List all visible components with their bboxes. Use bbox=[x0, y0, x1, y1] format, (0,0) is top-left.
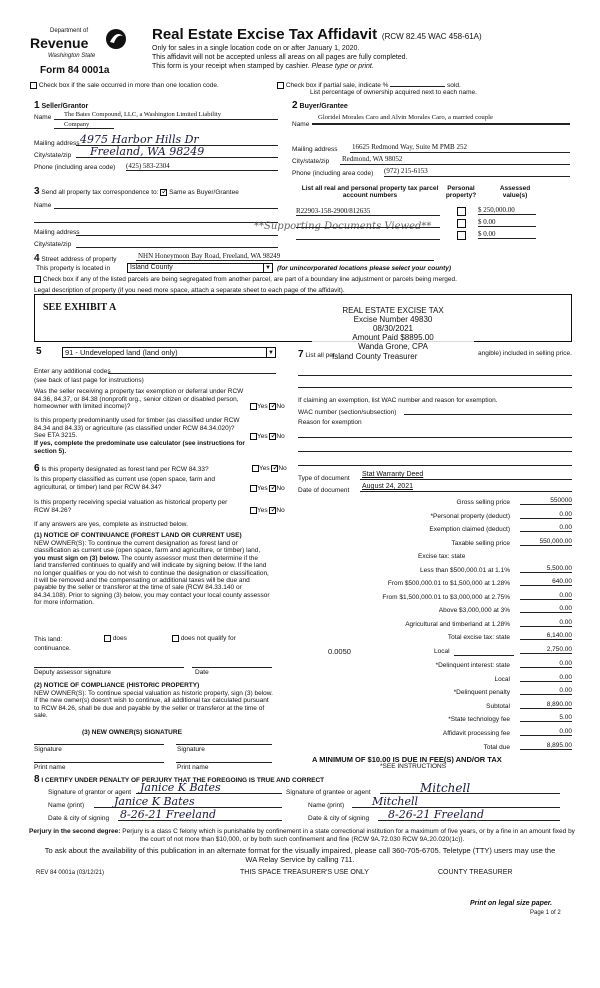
land-use-select[interactable] bbox=[62, 347, 276, 358]
legal-paper-note: Print on legal size paper. bbox=[470, 900, 553, 907]
tax2-value: 0.00 bbox=[520, 687, 572, 695]
buyer-phone-value: (972) 215-6153 bbox=[384, 167, 428, 175]
header-line3 bbox=[152, 63, 374, 70]
grantee-date-value: 8-26-21 Freeland bbox=[388, 808, 485, 821]
doc-date-label: Date of document bbox=[298, 487, 350, 494]
seller-heading bbox=[34, 100, 88, 111]
doc-date-field[interactable] bbox=[360, 483, 572, 492]
grantee-date-label: Date & city of signing bbox=[308, 815, 370, 822]
addl-codes-field[interactable] bbox=[108, 366, 276, 374]
personal-prop-field-2[interactable] bbox=[298, 380, 572, 388]
tax2-label: *Delinquent penalty bbox=[453, 689, 510, 697]
owner-print-field-2[interactable] bbox=[176, 755, 272, 763]
grantee-name-value: Mitchell bbox=[372, 795, 418, 808]
notice1-head: (1) NOTICE OF CONTINUANCE (FOREST LAND OR CURRENT USE) bbox=[34, 532, 242, 539]
segregated-label: Check box if any of the listed parcels are being segregated from another parcel, are part of a boundary line adjustment or parcels being merged. bbox=[42, 276, 457, 284]
tax-row bbox=[296, 524, 572, 538]
stamp-line6: Island County Treasurer bbox=[332, 352, 418, 361]
seller-phone-label: Phone (including area code) bbox=[34, 164, 116, 171]
buyer-mail-label: Mailing address bbox=[292, 146, 338, 153]
section3-mail-label: Mailing address bbox=[34, 229, 80, 236]
parcel-value: R22903-158-2900/812635 bbox=[296, 207, 371, 215]
land-does-label: does bbox=[112, 635, 127, 643]
tax-value: 550000 bbox=[520, 497, 572, 505]
notice2-body: NEW OWNER(S): To continue special valuation as historic property, sign (3) below. If the new owner(s) doesn't wish to continue, all additional tax calculated pursuant to RCW 84.26, shall be due and payable by the seller or transferor at the time of sale. bbox=[34, 690, 273, 720]
multi-location-check[interactable] bbox=[30, 82, 219, 89]
tax-label: Less than $500,000.01 at 1.1% bbox=[420, 566, 510, 574]
tax2-value: 5.00 bbox=[520, 714, 572, 722]
county-treasurer: COUNTY TREASURER bbox=[438, 869, 513, 876]
tax-local-row bbox=[296, 646, 572, 658]
exemption-question: Was the seller receiving a property tax exemption or deferral under RCW 84.36, 84.37, or 84.38 (nonprofit org., senior citizen or disabled person, homeowner with limited income)? bbox=[34, 388, 244, 410]
grantor-date-value: 8-26-21 Freeland bbox=[120, 808, 217, 821]
section3-name-line2 bbox=[34, 214, 278, 223]
supporting-docs-note: **Supporting Documents Viewed** bbox=[254, 221, 432, 232]
seller-city-label: City/state/zip bbox=[34, 152, 72, 159]
current-use-question: Is this property classified as current use (open space, farm and agricultural, or timber) land per RCW 84.34? bbox=[34, 476, 216, 491]
forest-no-checkbox[interactable] bbox=[271, 465, 278, 472]
notice1-a: NEW OWNER(S): To continue the current designation as forest land or classification as current use (open space, farm and agriculture, or timber) land, bbox=[34, 540, 261, 555]
doc-type-value: Stat Warranty Deed bbox=[362, 471, 424, 478]
assessed-field-2[interactable] bbox=[478, 218, 536, 227]
owner-sig-label-2: Signature bbox=[177, 746, 205, 753]
land-use-value: 91 - Undeveloped land (land only) bbox=[65, 348, 178, 357]
tax-label: *Personal property (deduct) bbox=[430, 512, 510, 520]
stamp-line2: Excise Number 49830 bbox=[353, 315, 433, 324]
owner-sig-field-2[interactable] bbox=[176, 737, 272, 745]
tax2-value: 8,890.00 bbox=[520, 701, 572, 709]
section3-name-label: Name bbox=[34, 202, 52, 209]
seller-mail-label: Mailing address bbox=[34, 140, 80, 147]
stamp-line4: Amount Paid $8895.00 bbox=[352, 333, 434, 342]
timber-question: Is this property predominantly used for timber (as classified under RCW 84.34 and 84.33) or agriculture (as classified under RCW 84.34.020)? See ETA 3215. bbox=[34, 417, 240, 439]
tax2-row bbox=[296, 714, 572, 728]
assessed-value-1: $ 250,000.00 bbox=[478, 206, 515, 214]
tax-value: 6,140.00 bbox=[520, 632, 572, 640]
buyer-city-label: City/state/zip bbox=[292, 158, 330, 165]
grantor-sig-field[interactable] bbox=[136, 781, 282, 794]
reason-field-2[interactable] bbox=[298, 444, 572, 452]
tax-label: From $1,500,000.01 to $3,000,000 at 2.75% bbox=[382, 593, 510, 601]
grantee-name-label: Name (print) bbox=[308, 802, 345, 809]
historic-yes-label: Yes bbox=[257, 507, 268, 515]
tax-row bbox=[296, 565, 572, 579]
grantor-name-label: Name (print) bbox=[48, 802, 85, 809]
forest-yes-label: Yes bbox=[259, 465, 270, 473]
exhibit-text: SEE EXHIBIT A bbox=[43, 302, 117, 313]
tax2-row bbox=[296, 742, 572, 756]
section3-city-field[interactable] bbox=[76, 238, 278, 248]
section7-num: 7 bbox=[298, 349, 304, 360]
owner-print-field-1[interactable] bbox=[34, 755, 164, 763]
forest-question-text: Is this property designated as forest land per RCW 84.33? bbox=[41, 466, 209, 473]
grantor-date-field[interactable] bbox=[118, 808, 282, 821]
tax2-value: 0.00 bbox=[520, 674, 572, 682]
seller-num: 1 bbox=[34, 100, 40, 111]
seller-name-label: Name bbox=[34, 114, 52, 121]
current-use-no-label: No bbox=[276, 485, 285, 493]
partial-sold: sold. bbox=[447, 82, 461, 89]
assessed-field-1[interactable] bbox=[478, 206, 536, 215]
notice3-head: (3) NEW OWNER(S) SIGNATURE bbox=[82, 729, 182, 736]
tax-row bbox=[296, 619, 572, 633]
perjury-head: Perjury in the second degree: bbox=[29, 828, 121, 835]
buyer-name-label: Name bbox=[292, 121, 310, 128]
seller-name-underline bbox=[54, 128, 114, 129]
certify-text: I CERTIFY UNDER PENALTY OF PERJURY THAT THE FOREGOING IS TRUE AND CORRECT bbox=[41, 777, 325, 784]
section8-num: 8 bbox=[34, 774, 40, 785]
assessed-value-3: $ 0.00 bbox=[478, 230, 496, 238]
land-does-not-checkbox[interactable] bbox=[172, 635, 179, 642]
continuance-label: continuance. bbox=[34, 645, 71, 652]
section4-num: 4 bbox=[34, 253, 40, 264]
parcel-list-head: List all real and personal property tax parcel account numbers bbox=[301, 185, 439, 199]
tax-value: 0.00 bbox=[520, 592, 572, 600]
perjury-text: Perjury is a class C felony which is punishable by confinement in a state correctional institution for a maximum of five years, or by a fine in an amount fixed by the court of not more than $10,000, or by both such confinement and fine (RCW 9A.72.030 RCW 9A.20.020(1c)). bbox=[122, 828, 575, 843]
predominate-use-note: If yes, complete the predominate use calculator (see instructions for section 5). bbox=[34, 440, 245, 455]
seller-city-field[interactable] bbox=[76, 145, 278, 158]
section5-num: 5 bbox=[36, 346, 42, 357]
historic-yes-checkbox[interactable] bbox=[250, 507, 257, 514]
timber-no-label: No bbox=[276, 433, 285, 441]
tax-row bbox=[296, 605, 572, 619]
tax-row bbox=[296, 578, 572, 592]
grantor-date-label: Date & city of signing bbox=[48, 815, 110, 822]
dept-line: Department of bbox=[50, 28, 89, 34]
personal-prop-checkbox-3[interactable] bbox=[457, 231, 466, 240]
tax-row bbox=[296, 538, 572, 552]
tax-label: Exemption claimed (deduct) bbox=[429, 526, 510, 533]
page-number: Page 1 of 2 bbox=[530, 910, 561, 916]
tax-label: Excise tax: state bbox=[418, 553, 466, 560]
owner-print-label-2: Print name bbox=[177, 764, 209, 771]
grantee-sig-label: Signature of grantee or agent bbox=[286, 789, 371, 796]
tax-row bbox=[296, 551, 572, 565]
tax-value: 0.00 bbox=[520, 605, 572, 613]
exemption-yes-checkbox[interactable] bbox=[250, 403, 257, 410]
revenue-logo-icon bbox=[104, 28, 128, 50]
timber-yes-checkbox[interactable] bbox=[250, 433, 257, 440]
tax-label: Taxable selling price bbox=[451, 539, 510, 547]
section7-text: List all per bbox=[305, 352, 335, 359]
tax2-row bbox=[296, 701, 572, 715]
deputy-sig-field[interactable] bbox=[34, 660, 184, 668]
parcel-field-2[interactable] bbox=[296, 219, 440, 228]
local-value: 2,750.00 bbox=[520, 646, 572, 654]
tax-value: 0.00 bbox=[520, 524, 572, 532]
current-use-no-checkbox[interactable] bbox=[269, 485, 276, 492]
buyer-heading bbox=[292, 100, 348, 111]
tax-row bbox=[296, 632, 572, 646]
same-as-buyer-checkbox[interactable] bbox=[160, 189, 167, 196]
exemption-no-checkbox[interactable] bbox=[269, 403, 276, 410]
form-number: Form 84 0001a bbox=[40, 65, 110, 76]
historic-no-label: No bbox=[276, 507, 285, 515]
tax2-label: Affidavit processing fee bbox=[442, 729, 510, 737]
buyer-num: 2 bbox=[292, 100, 298, 111]
seller-phone-field[interactable] bbox=[126, 162, 278, 171]
personal-prop-field-1[interactable] bbox=[298, 368, 572, 376]
notice2-head: (2) NOTICE OF COMPLIANCE (HISTORIC PROPERTY) bbox=[34, 682, 200, 689]
notice1-body bbox=[34, 540, 272, 607]
doc-date-value: August 24, 2021 bbox=[362, 483, 413, 490]
county-value: Island County bbox=[130, 264, 173, 271]
local-label: Local bbox=[434, 648, 450, 655]
tax2-label: *Delinquent interest: state bbox=[435, 662, 510, 669]
uninc-note: (for unincorporated locations please select your county) bbox=[277, 265, 452, 272]
personal-prop-head: Personal property? bbox=[445, 185, 477, 199]
grantor-signature: Janice K Bates bbox=[140, 781, 221, 794]
tax2-row bbox=[296, 728, 572, 742]
historic-no-checkbox[interactable] bbox=[269, 507, 276, 514]
seller-city-value: Freeland, WA 98249 bbox=[90, 145, 205, 158]
personal-prop-checkbox-1[interactable] bbox=[457, 207, 466, 216]
tax2-label: *State technology fee bbox=[448, 716, 510, 724]
current-use-yes-checkbox[interactable] bbox=[250, 485, 257, 492]
exemption-yes-no[interactable] bbox=[250, 403, 285, 410]
local-underline bbox=[454, 655, 514, 656]
deputy-date-label: Date bbox=[195, 669, 209, 676]
seller-phone-value: (425) 583-2304 bbox=[126, 162, 170, 170]
deputy-sig-label: Deputy assessor signature bbox=[34, 669, 111, 676]
timber-yes-no[interactable] bbox=[250, 433, 285, 440]
section4-street bbox=[34, 253, 117, 264]
notice1-b: you must sign on (3) below. bbox=[34, 554, 120, 562]
treasurer-use: THIS SPACE TREASURER'S USE ONLY bbox=[240, 869, 369, 876]
tax-value: 550,000.00 bbox=[520, 538, 572, 546]
tax-label: Agricultural and timberland at 1.28% bbox=[405, 620, 510, 628]
historic-question: Is this property receiving special valuation as historical property per RCW 84.26? bbox=[34, 499, 228, 514]
buyer-name-field[interactable] bbox=[312, 114, 570, 124]
segregated-check[interactable] bbox=[34, 276, 457, 283]
if-yes-note: If any answers are yes, complete as instructed below. bbox=[34, 521, 188, 528]
header-line2: This affidavit will not be accepted unless all areas on all pages are fully completed. bbox=[152, 54, 408, 61]
dept-state: Washington State bbox=[48, 53, 96, 59]
multi-location-checkbox[interactable] bbox=[30, 82, 37, 89]
accessibility-note: To ask about the availability of this publication in an alternate format for the visually impaired, please call 360-705-6705. Teletype (TTY) users may use the WA Relay Service by calling 711. bbox=[44, 846, 556, 864]
same-as-buyer-label: Same as Buyer/Grantee bbox=[169, 189, 239, 196]
buyer-title: Buyer/Grantee bbox=[299, 103, 348, 110]
header-line3a: This form is your receipt when stamped by cashier. bbox=[152, 63, 310, 70]
assessed-value-2: $ 0.00 bbox=[478, 218, 496, 226]
tax-table bbox=[296, 497, 572, 646]
minimum-due: A MINIMUM OF $10.00 IS DUE IN FEE(S) AND/OR TAX bbox=[312, 755, 502, 764]
tax-row bbox=[296, 497, 572, 511]
header-line1: Only for sales in a single location code on or after January 1, 2020. bbox=[152, 45, 360, 52]
dor-logo bbox=[30, 26, 130, 62]
seller-name-value2: Company bbox=[64, 121, 90, 128]
grantee-name-field[interactable] bbox=[352, 795, 560, 808]
partial-pct-field[interactable] bbox=[390, 80, 445, 87]
exemption-claim-label: If claiming an exemption, list WAC number and reason for exemption. bbox=[298, 397, 498, 404]
tax2-row bbox=[296, 687, 572, 701]
see-instructions: *SEE INSTRUCTIONS bbox=[380, 763, 447, 770]
tax-table-2 bbox=[296, 660, 572, 755]
seller-title: Seller/Grantor bbox=[41, 103, 89, 110]
buyer-phone-label: Phone (including area code) bbox=[292, 170, 374, 177]
seller-name-value: The Bates Compound, LLC, a Washington Limited Liability bbox=[64, 111, 221, 118]
dept-name: Revenue bbox=[30, 35, 89, 51]
personal-prop-checkbox-2[interactable] bbox=[457, 219, 466, 228]
this-land-label: This land: bbox=[34, 636, 63, 643]
owner-sig-field-1[interactable] bbox=[34, 737, 164, 745]
multi-location-label: Check box if the sale occurred in more than one location code. bbox=[38, 82, 219, 90]
grantor-sig-label: Signature of grantor or agent bbox=[48, 789, 132, 796]
owner-sig-label-1: Signature bbox=[34, 746, 62, 753]
local-rate: 0.0050 bbox=[328, 647, 351, 656]
street-value: NHN Honeymoon Bay Road, Freeland, WA 98249 bbox=[138, 252, 281, 260]
buyer-city-value: Redmond, WA 98052 bbox=[342, 155, 403, 163]
partial-sale-check[interactable] bbox=[277, 80, 461, 89]
seller-name-field[interactable] bbox=[54, 111, 278, 120]
land-does-check[interactable] bbox=[104, 635, 127, 642]
chevron-down-icon[interactable]: ▼ bbox=[266, 348, 275, 357]
title-rcw: (RCW 82.45 WAC 458-61A) bbox=[381, 32, 482, 41]
street-field[interactable] bbox=[136, 252, 434, 261]
section3-text: Send all property tax correspondence to: bbox=[41, 189, 159, 196]
perjury-notice bbox=[24, 828, 580, 843]
doc-type-field[interactable] bbox=[360, 471, 572, 480]
parcel-field-3[interactable] bbox=[296, 231, 440, 240]
timber-no-checkbox[interactable] bbox=[269, 433, 276, 440]
tax-row bbox=[296, 592, 572, 606]
see-back-note: (see back of last page for instructions) bbox=[34, 377, 144, 384]
treasurer-stamp bbox=[312, 306, 474, 351]
tax-label: From $500,000.01 to $1,500,000 at 1.28% bbox=[387, 580, 510, 587]
buyer-mail-value: 16625 Redmond Way, Suite M PMB 252 bbox=[352, 143, 467, 151]
forest-yes-no[interactable] bbox=[252, 465, 287, 472]
reason-label: Reason for exemption bbox=[298, 419, 362, 426]
tax2-label: Subtotal bbox=[486, 702, 510, 710]
section3-heading bbox=[34, 186, 239, 197]
land-does-checkbox[interactable] bbox=[104, 635, 111, 642]
forest-yes-checkbox[interactable] bbox=[252, 465, 259, 472]
legal-desc-label: Legal description of property (if you need more space, attach a separate sheet to each page of the affidavit). bbox=[34, 287, 345, 294]
addl-codes-label: Enter any additional codes bbox=[34, 368, 111, 375]
exemption-no-label: No bbox=[276, 403, 285, 411]
tax-value: 5,500.00 bbox=[520, 565, 572, 573]
section6-num: 6 bbox=[34, 463, 40, 474]
tax2-row bbox=[296, 674, 572, 688]
historic-yes-no[interactable] bbox=[250, 507, 285, 514]
tax-value: 0.00 bbox=[520, 511, 572, 519]
county-select[interactable] bbox=[127, 263, 273, 273]
tax-value: 0.00 bbox=[520, 619, 572, 627]
assessed-head: Assessed value(s) bbox=[499, 185, 531, 199]
buyer-phone-field[interactable] bbox=[384, 167, 570, 177]
buyer-name-value: Gloridel Morales Caro and Alvin Morales Caro, a married couple bbox=[318, 114, 493, 121]
section3-mail-field[interactable] bbox=[76, 226, 278, 236]
section3-name-field[interactable] bbox=[54, 200, 278, 209]
tax-value: 640.00 bbox=[520, 578, 572, 586]
assessed-field-3[interactable] bbox=[478, 230, 536, 239]
header-line3b: Please type or print. bbox=[311, 63, 374, 70]
forest-no-label: No bbox=[278, 465, 287, 473]
tax2-label: Total due bbox=[483, 743, 510, 751]
grantor-name-value: Janice K Bates bbox=[114, 795, 195, 808]
wac-field[interactable] bbox=[404, 407, 572, 415]
rev-number: REV 84 0001a (03/12/21) bbox=[36, 870, 105, 876]
stamp-line5: Wanda Grone, CPA bbox=[358, 342, 428, 351]
located-label: This property is located in bbox=[36, 265, 111, 272]
partial-sale-label: Check box if partial sale, indicate % bbox=[285, 82, 389, 89]
tax2-value: 0.00 bbox=[520, 660, 572, 668]
notice1-c: The county assessor must then determine if the land transferred continues to qualify and will indicate by signing below. If the land no longer qualifies or you do not wish to continue the designation or classification, it will be removed and the compensating or additional taxes will be due and payable by the seller or transferor at the time of sale (RCW 84.33.140 or 84.34.108). Prior to signing (3) below, you may contact your local county assessor for more information. bbox=[34, 554, 270, 607]
partial-note: List percentage of ownership acquired next to each name. bbox=[310, 89, 477, 96]
section3-city-label: City/state/zip bbox=[34, 241, 72, 248]
owner-print-label-1: Print name bbox=[34, 764, 66, 771]
grantee-signature: Mitchell bbox=[420, 781, 471, 795]
tax-row bbox=[296, 511, 572, 525]
reason-field-3[interactable] bbox=[298, 458, 572, 466]
tax-label: Total excise tax: state bbox=[447, 634, 510, 641]
deputy-date-field[interactable] bbox=[192, 660, 272, 668]
street-label: Street address of property bbox=[41, 256, 117, 263]
timber-yes-label: Yes bbox=[257, 433, 268, 441]
tax2-value: 0.00 bbox=[520, 728, 572, 736]
forest-question bbox=[34, 463, 209, 474]
buyer-city-field[interactable] bbox=[340, 155, 570, 165]
section7-text2: angible) included in selling price. bbox=[478, 350, 572, 357]
buyer-mail-field[interactable] bbox=[350, 143, 570, 153]
doc-type-label: Type of document bbox=[298, 475, 350, 482]
land-does-not-label: does not qualify for bbox=[180, 635, 236, 643]
segregated-checkbox[interactable] bbox=[34, 276, 41, 283]
chevron-down-icon[interactable]: ▼ bbox=[263, 264, 272, 272]
stamp-line3: 08/30/2021 bbox=[372, 324, 414, 333]
buyer-name-underline bbox=[312, 124, 570, 125]
reason-field-1[interactable] bbox=[298, 430, 572, 438]
tax-label: Above $3,000,000 at 3% bbox=[438, 607, 510, 614]
form-title bbox=[152, 26, 482, 43]
tax2-value: 8,895.00 bbox=[520, 742, 572, 750]
section7-heading bbox=[298, 349, 335, 360]
legal-desc-box[interactable] bbox=[34, 294, 572, 342]
exemption-yes-label: Yes bbox=[257, 403, 268, 411]
tax2-label: Local bbox=[494, 675, 510, 683]
grantee-sig-field[interactable] bbox=[380, 781, 560, 794]
section3-num: 3 bbox=[34, 186, 40, 197]
current-use-yes-no[interactable] bbox=[250, 485, 285, 492]
tax-label: Gross selling price bbox=[456, 499, 510, 506]
seller-mail-value: 4975 Harbor Hills Dr bbox=[80, 133, 199, 146]
wac-label: WAC number (section/subsection) bbox=[298, 409, 397, 416]
title-text: Real Estate Excise Tax Affidavit bbox=[152, 26, 378, 43]
land-does-not-check[interactable] bbox=[172, 635, 236, 642]
parcel-field-1[interactable] bbox=[296, 207, 440, 216]
stamp-line1: REAL ESTATE EXCISE TAX bbox=[342, 306, 444, 315]
grantee-date-field[interactable] bbox=[378, 808, 560, 821]
grantor-name-field[interactable] bbox=[94, 795, 282, 808]
partial-sale-checkbox[interactable] bbox=[277, 82, 284, 89]
tax2-row bbox=[296, 660, 572, 674]
current-use-yes-label: Yes bbox=[257, 485, 268, 493]
